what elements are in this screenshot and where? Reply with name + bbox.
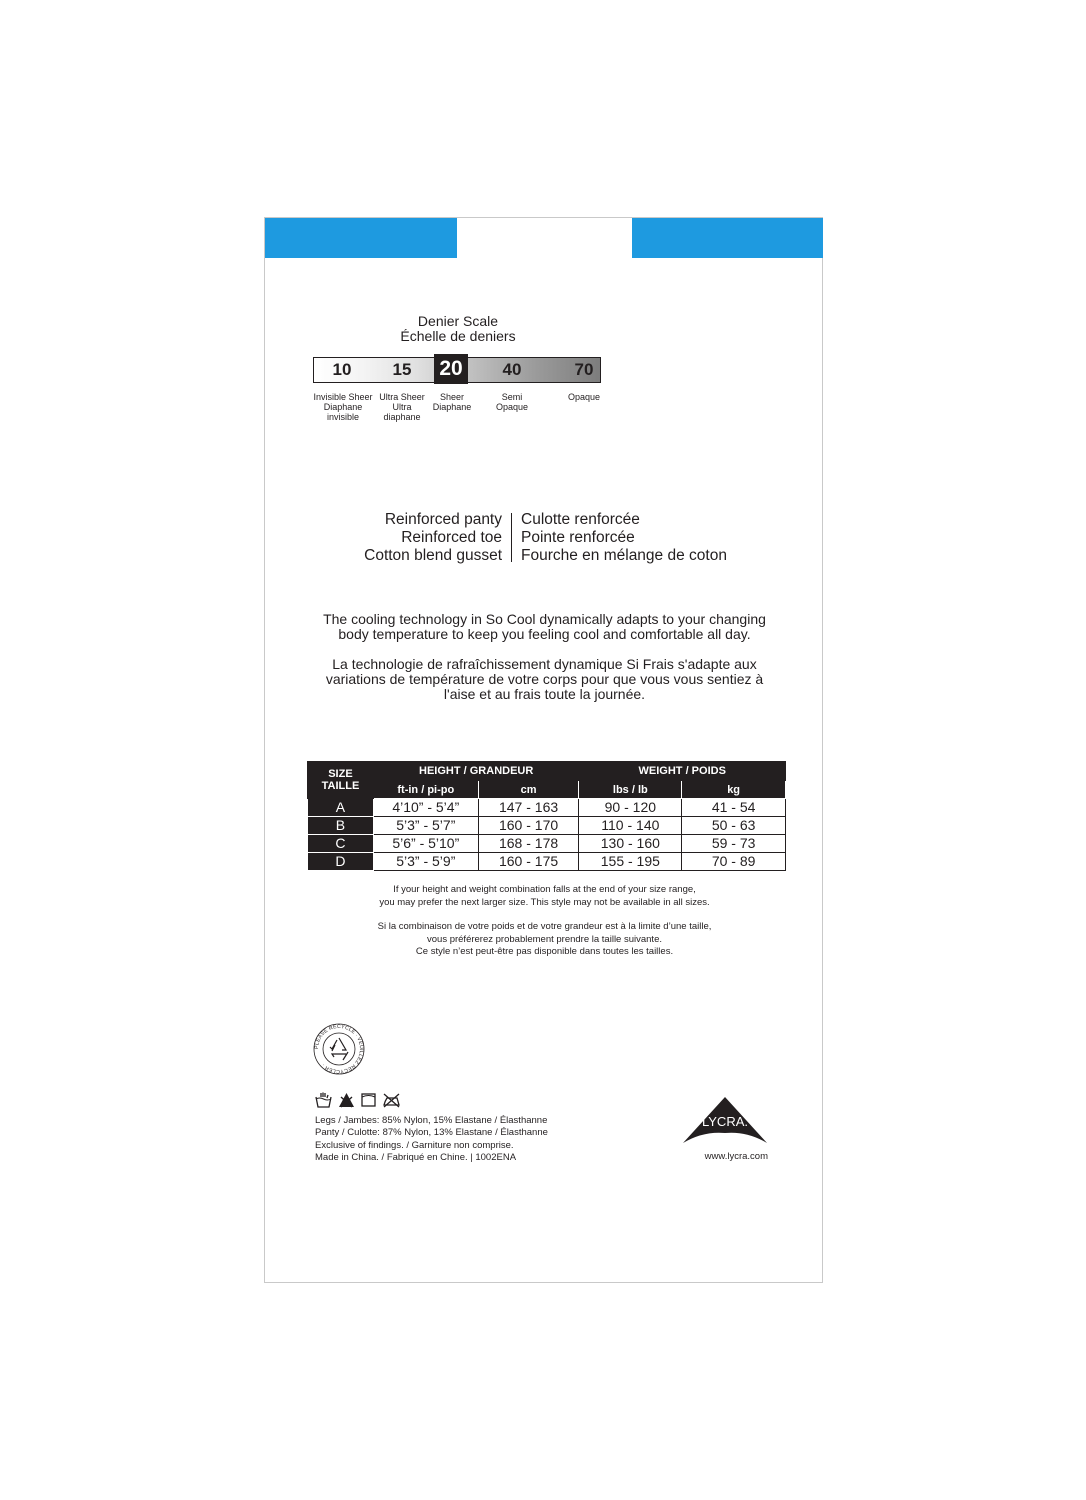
features-divider [511,513,512,562]
cm-cell: 147 - 163 [478,799,579,817]
cm-cell: 160 - 175 [478,853,579,871]
size-note-fr [285,921,804,959]
tumble-dry-icon [361,1092,376,1108]
denier-title-en: Denier Scale [417,313,499,329]
denier-scale-title [385,314,531,344]
feature-item: Pointe renforcée [521,529,635,546]
size-note-en [285,884,804,909]
size-header [308,762,374,799]
ftin-cell: 5’6” - 5’10” [373,835,478,853]
feature-item: Culotte renforcée [521,511,640,528]
kg-cell: 41 - 54 [682,799,786,817]
fiber-line: Panty / Culotte: 87% Nylon, 13% Elastane / Élasthanne [315,1127,548,1139]
recycle-text: PLEASE RECYCLE · VEUILLEZ RECYCLER · [313,1023,365,1075]
care-symbols [315,1092,401,1108]
size-cell: B [308,817,374,835]
lbs-cell: 90 - 120 [579,799,682,817]
size-cell: A [308,799,374,817]
lycra-url: www.lycra.com [704,1151,768,1162]
denier-value-active: 20 [434,354,468,384]
ftin-cell: 4’10” - 5’4” [373,799,478,817]
subheader-kg: kg [682,781,786,799]
lycra-wordmark: LYCRA. [702,1114,748,1129]
ftin-cell: 5’3” - 5’9” [373,853,478,871]
fiber-line: Made in China. / Fabriqué en Chine. | 1002ENA [315,1151,517,1163]
no-iron-icon [382,1092,401,1108]
size-header-fr: TAILLE [321,780,360,792]
features-en [305,511,502,565]
subheader-ftin: ft-in / pi-po [373,781,478,799]
note-line: you may prefer the next larger size. This style may not be available in all sizes. [379,896,710,908]
feature-item: Cotton blend gusset [364,547,502,564]
denier-label: Sheer Diaphane [432,392,472,412]
denier-title-fr: Échelle de deniers [400,328,516,344]
denier-label: Semi Opaque [495,392,529,412]
features-fr [521,511,801,565]
kg-cell: 59 - 73 [682,835,786,853]
denier-value: 40 [502,360,522,379]
fiber-line: Exclusive of findings. / Garniture non comprise. [315,1139,514,1151]
subheader-lbs: lbs / lb [579,781,682,799]
kg-cell: 50 - 63 [682,817,786,835]
denier-value: 15 [392,360,412,379]
size-cell: C [308,835,374,853]
cm-cell: 168 - 178 [478,835,579,853]
denier-label: Invisible Sheer Diaphane invisible [313,392,373,422]
lycra-logo [681,1095,769,1145]
denier-value: 10 [332,360,352,379]
top-blue-band-right [632,218,823,258]
lbs-cell: 155 - 195 [579,853,682,871]
note-line: If your height and weight combination falls at the end of your size range, [393,884,696,895]
fiber-line: Legs / Jambes: 85% Nylon, 15% Elastane / Élasthanne [315,1115,548,1126]
denier-value: 70 [574,360,594,379]
size-chart-table [307,761,786,871]
table-row [308,799,786,817]
feature-item: Reinforced panty [384,511,502,528]
note-line: vous préférerez probablement prendre la taille suivante. [427,933,662,945]
denier-scale-bar [313,357,601,383]
table-row [308,817,786,835]
description-fr: La technologie de rafraîchissement dynamique Si Frais s'adapte aux variations de température de votre corps pour que vous vous sentiez à l'aise et au frais toute la journée. [325,656,764,702]
hand-wash-icon [315,1092,332,1108]
description-en: The cooling technology in So Cool dynamically adapts to your changing body temperature to keep you feeling cool and comfortable all day. [323,611,766,642]
fiber-content [315,1115,548,1164]
ftin-cell: 5’3” - 5’7” [373,817,478,835]
denier-label: Ultra Sheer Ultra diaphane [379,392,425,422]
feature-item: Reinforced toe [401,529,502,546]
weight-header: WEIGHT / POIDS [579,762,786,781]
height-header: HEIGHT / GRANDEUR [373,762,579,781]
table-row [308,853,786,871]
recycle-icon [313,1023,365,1075]
feature-item: Fourche en mélange de coton [521,547,727,564]
kg-cell: 70 - 89 [682,853,786,871]
top-blue-band-left [265,218,457,258]
note-line: Si la combinaison de votre poids et de votre grandeur est à la limite d’une taille, [377,921,712,932]
size-header-en: SIZE [328,768,353,780]
denier-label: Opaque [567,392,601,402]
no-bleach-icon [338,1092,355,1108]
lbs-cell: 110 - 140 [579,817,682,835]
package-back-panel [264,217,823,1283]
note-line: Ce style n’est peut-être pas disponible dans toutes les tailles. [415,946,674,957]
table-row [308,835,786,853]
subheader-cm: cm [478,781,579,799]
cm-cell: 160 - 170 [478,817,579,835]
size-cell: D [308,853,374,871]
lbs-cell: 130 - 160 [579,835,682,853]
